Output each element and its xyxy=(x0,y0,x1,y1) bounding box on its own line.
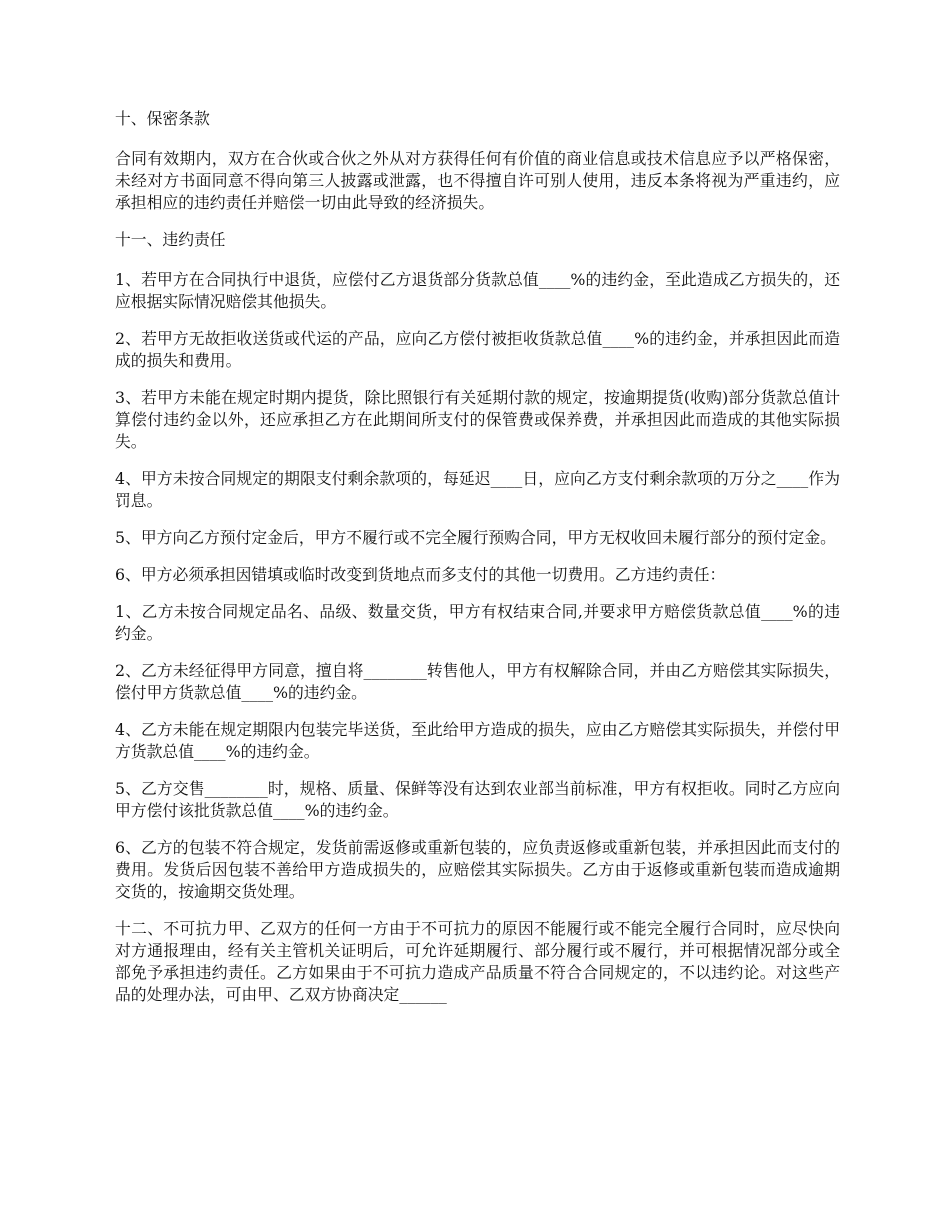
section-11-heading: 十一、违约责任 xyxy=(115,230,226,249)
party-a-item-3: 3、若甲方未能在规定时期内提货，除比照银行有关延期付款的规定，按逾期提货(收购)部分货款总值计算偿付违约金以外，还应承担乙方在此期间所支付的保管费或保养费，并承担因此而造成的其他实际损失。 xyxy=(115,388,840,451)
party-b-item-5: 5、乙方交售________时，规格、质量、保鲜等没有达到农业部当前标准，甲方有权拒收。同时乙方应向甲方偿付该批货款总值____%的违约金。 xyxy=(115,779,840,820)
section-10-heading: 十、保密条款 xyxy=(115,109,210,128)
party-a-item-6: 6、甲方必须承担因错填或临时改变到货地点而多支付的其他一切费用。乙方违约责任： xyxy=(115,565,726,584)
party-b-item-2: 2、乙方未经征得甲方同意，擅自将________转售他人，甲方有权解除合同，并由乙方赔偿其实际损失，偿付甲方货款总值____%的违约金。 xyxy=(115,661,840,702)
document-content xyxy=(115,108,840,1021)
section-12-body: 十二、不可抗力甲、乙双方的任何一方由于不可抗力的原因不能履行或不能完全履行合同时，应尽快向对方通报理由，经有关主管机关证明后，可允许延期履行、部分履行或不履行，并可根据情况部分或全部免予承担违约责任。乙方如果由于不可抗力造成产品质量不符合合同规定的，不以违约论。对这些产品的处理办法，可由甲、乙双方协商决定______ xyxy=(115,919,840,1004)
party-a-item-1: 1、若甲方在合同执行中退货，应偿付乙方退货部分货款总值____%的违约金，至此造成乙方损失的，还应根据实际情况赔偿其他损失。 xyxy=(115,270,840,311)
party-a-item-4: 4、甲方未按合同规定的期限支付剩余款项的，每延迟____日，应向乙方支付剩余款项的万分之____作为罚息。 xyxy=(115,469,840,510)
party-a-item-2: 2、若甲方无故拒收送货或代运的产品，应向乙方偿付被拒收货款总值____%的违约金，并承担因此而造成的损失和费用。 xyxy=(115,329,840,370)
party-b-item-6: 6、乙方的包装不符合规定，发货前需返修或重新包装的，应负责返修或重新包装，并承担因此而支付的费用。发货后因包装不善给甲方造成损失的，应赔偿其实际损失。乙方由于返修或重新包装而造成逾期交货的，按逾期交货处理。 xyxy=(115,838,840,901)
party-a-item-5: 5、甲方向乙方预付定金后，甲方不履行或不完全履行预购合同，甲方无权收回未履行部分的预付定金。 xyxy=(115,528,836,547)
section-10-body: 合同有效期内，双方在合伙或合伙之外从对方获得任何有价值的商业信息或技术信息应予以严格保密，未经对方书面同意不得向第三人披露或泄露，也不得擅自许可别人使用，违反本条将视为严重违约，应承担相应的违约责任并赔偿一切由此导致的经济损失。 xyxy=(115,149,840,212)
party-b-item-4: 4、乙方未能在规定期限内包装完毕送货，至此给甲方造成的损失，应由乙方赔偿其实际损失，并偿付甲方货款总值____%的违约金。 xyxy=(115,720,840,761)
party-b-item-1: 1、乙方未按合同规定品名、品级、数量交货，甲方有权结束合同,并要求甲方赔偿货款总值____%的违约金。 xyxy=(115,602,840,643)
